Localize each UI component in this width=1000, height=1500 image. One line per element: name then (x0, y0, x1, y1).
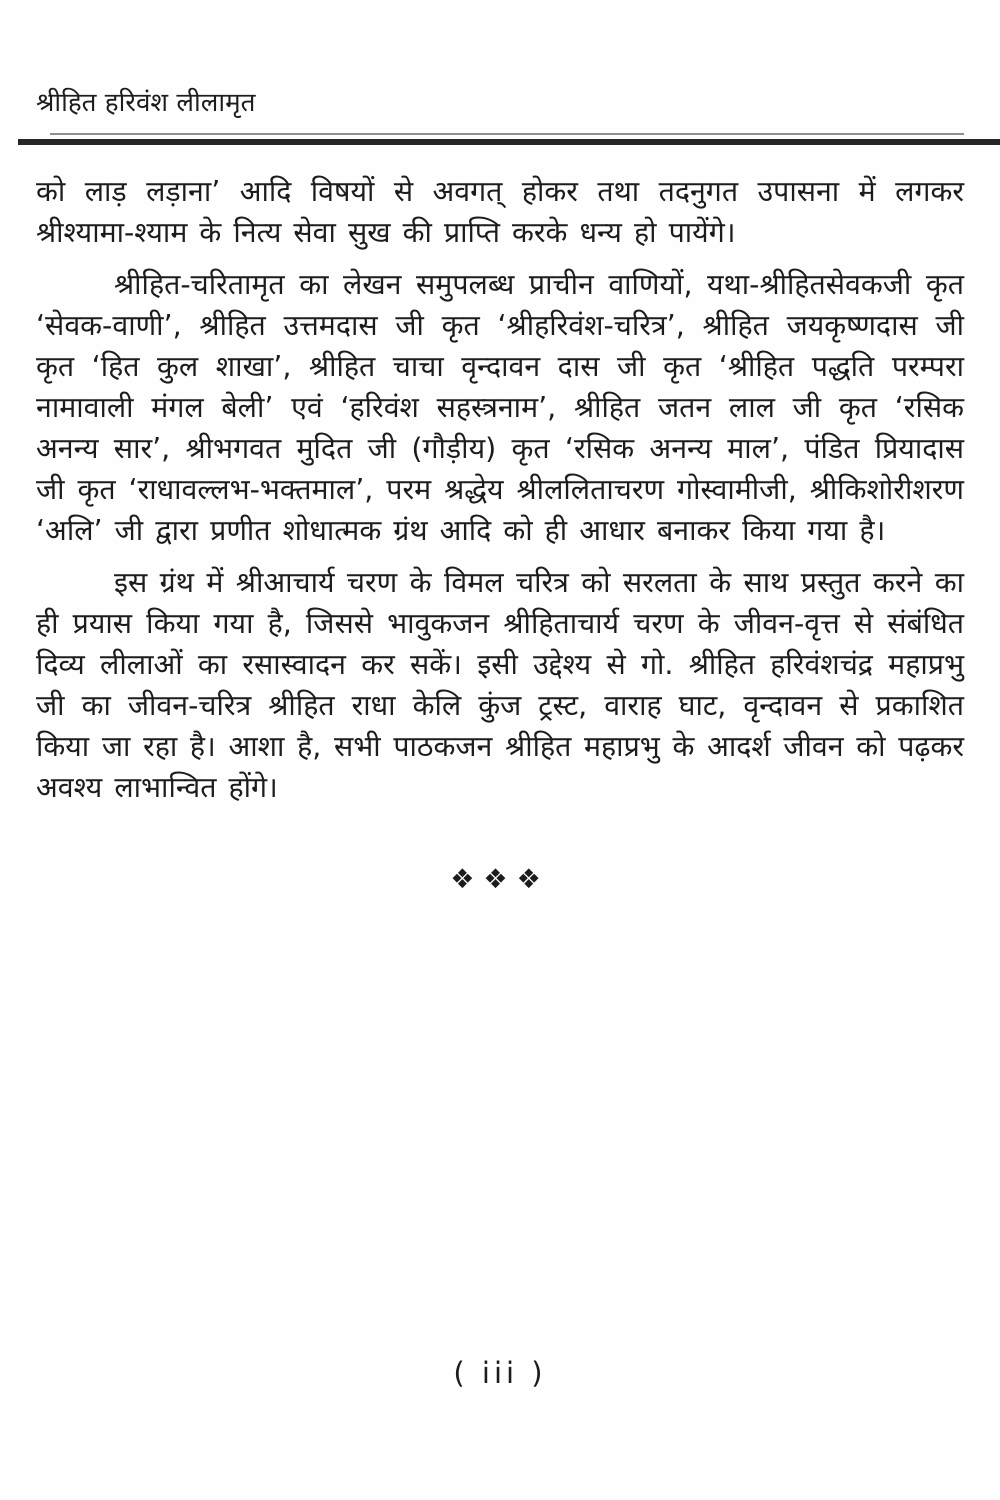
diamond-ornament-divider: ❖❖❖ (450, 864, 550, 896)
header-rule-thin (50, 133, 964, 135)
header-double-rule (36, 133, 964, 145)
paragraph-continuation: को लाड़ लड़ाना’ आदि विषयों से अवगत् होकर तथा तदनुगत उपासना में लगकर श्रीश्यामा-श्याम के नित्य सेवा सुख की प्राप्ति करके धन्य हो पायेंगे। (36, 175, 964, 250)
header-rule-thick (18, 139, 1000, 145)
page-number: ( iii ) (453, 1356, 547, 1390)
running-head-title: श्रीहित हरिवंश लीलामृत (36, 88, 256, 118)
paragraph-sources: श्रीहित-चरितामृत का लेखन समुपलब्ध प्राचीन वाणियों, यथा-श्रीहितसेवकजी कृत ‘सेवक-वाणी’, श्रीहित उत्तमदास जी कृत ‘श्रीहरिवंश-चरित्र’, श्रीहित जयकृष्णदास जी कृत ‘हित कुल शाखा’, श्रीहित चाचा वृन्दावन दास जी कृत ‘श्रीहित पद्धति परम्परा नामावाली मंगल बेली’ एवं ‘हरिवंश सहस्त्रनाम’, श्रीहित जतन लाल जी कृत ‘रसिक अनन्य सार’, श्रीभगवत मुदित जी (गौड़ीय) कृत ‘रसिक अनन्य माल’, पंडित प्रियादास जी कृत ‘राधावल्लभ-भक्तमाल’, परम श्रद्धेय श्रीललिताचरण गोस्वामीजी, श्रीकिशोरीशरण ‘अलि’ जी द्वारा प्रणीत शोधात्मक ग्रंथ आदि को ही आधार बनाकर किया गया है। (36, 268, 964, 548)
page-body-text (36, 171, 964, 808)
paragraph-purpose: इस ग्रंथ में श्रीआचार्य चरण के विमल चरित्र को सरलता के साथ प्रस्तुत करने का ही प्रयास किया गया है, जिससे भावुकजन श्रीहिताचार्य चरण के जीवन-वृत्त से संबंधित दिव्य लीलाओं का रसास्वादन कर सकें। इसी उद्देश्य से गो. श्रीहित हरिवंशचंद्र महाप्रभु जी का जीवन-चरित्र श्रीहित राधा केलि कुंज ट्रस्ट, वाराह घाट, वृन्दावन से प्रकाशित किया जा रहा है। आशा है, सभी पाठकजन श्रीहित महाप्रभु के आदर्श जीवन को पढ़कर अवश्य लाभान्वित होंगे। (36, 566, 964, 805)
